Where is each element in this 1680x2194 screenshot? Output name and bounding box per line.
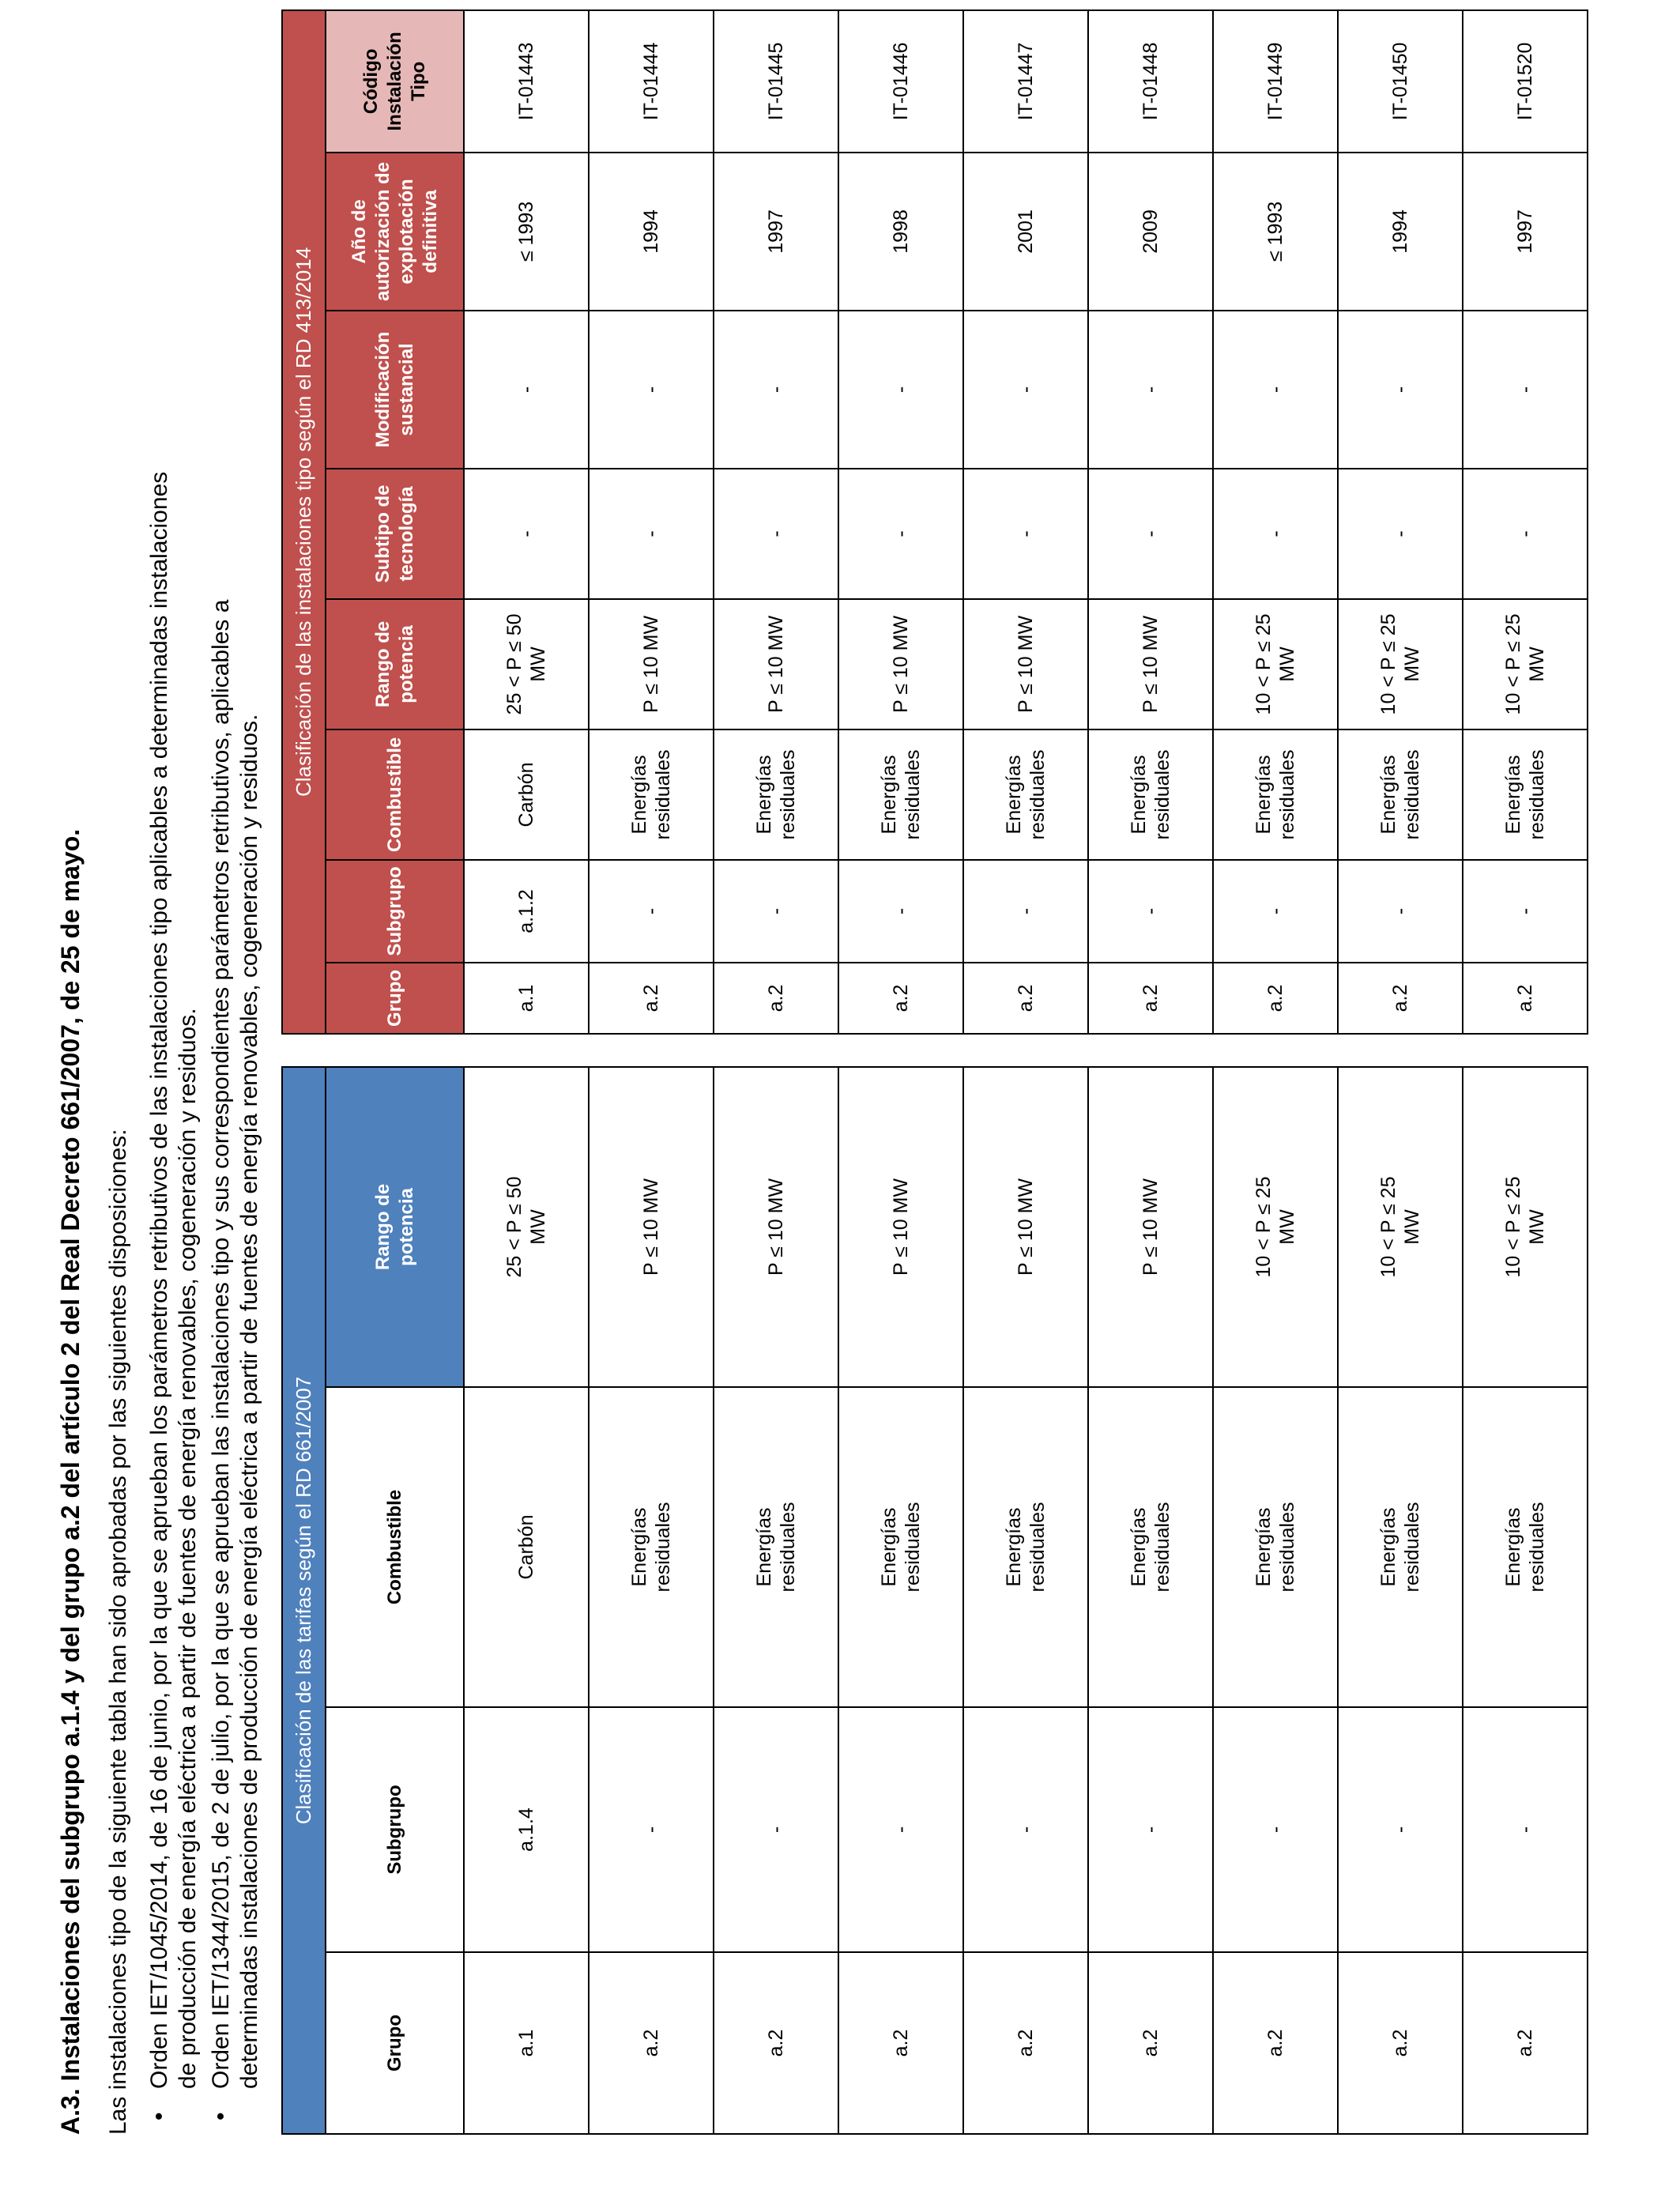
table-cell: - bbox=[1463, 311, 1588, 469]
table-cell: P ≤ 10 MW bbox=[963, 1067, 1088, 1387]
table-cell: - bbox=[1338, 860, 1463, 963]
table-cell: a.1 bbox=[464, 1952, 589, 2134]
table-row bbox=[464, 1067, 589, 2134]
table-cell: 1994 bbox=[1338, 153, 1463, 311]
table-cell: a.2 bbox=[1463, 963, 1588, 1034]
table-cell: IT-01443 bbox=[464, 10, 589, 153]
column-header-row bbox=[326, 1067, 464, 2134]
column-header-grupo: Grupo bbox=[326, 1952, 464, 2134]
table-cell: - bbox=[714, 1707, 838, 1952]
table-cell: - bbox=[963, 469, 1088, 599]
table-cell: 10 < P ≤ 25 MW bbox=[1463, 1067, 1588, 1387]
table-cell: P ≤ 10 MW bbox=[589, 599, 714, 729]
table-cell: - bbox=[1463, 1707, 1588, 1952]
table-row bbox=[838, 10, 963, 1034]
table-row bbox=[714, 1067, 838, 2134]
table-cell: - bbox=[714, 469, 838, 599]
table-cell: - bbox=[1088, 1707, 1213, 1952]
rd661-tariff-table bbox=[281, 1066, 1588, 2135]
table-row bbox=[589, 10, 714, 1034]
table-row bbox=[1338, 1067, 1463, 2134]
bullet-list bbox=[145, 13, 264, 2135]
table-cell: - bbox=[1088, 469, 1213, 599]
table-cell: a.2 bbox=[589, 1952, 714, 2134]
table-row bbox=[1088, 1067, 1213, 2134]
table-cell: a.2 bbox=[963, 963, 1088, 1034]
table-cell: P ≤ 10 MW bbox=[589, 1067, 714, 1387]
table-cell: 25 < P ≤ 50 MW bbox=[464, 599, 589, 729]
column-header-rango-de-potencia: Rango de potencia bbox=[326, 599, 464, 729]
table-cell: - bbox=[963, 311, 1088, 469]
table-cell: 1998 bbox=[838, 153, 963, 311]
table-cell: - bbox=[714, 860, 838, 963]
table-cell: - bbox=[1338, 1707, 1463, 1952]
table-cell: 2001 bbox=[963, 153, 1088, 311]
table-cell: Energías residuales bbox=[963, 1387, 1088, 1707]
table-cell: 1997 bbox=[714, 153, 838, 311]
table-cell: a.2 bbox=[838, 963, 963, 1034]
table-cell: - bbox=[1088, 860, 1213, 963]
table-cell: P ≤ 10 MW bbox=[714, 1067, 838, 1387]
table-cell: - bbox=[838, 469, 963, 599]
bullet-icon: • bbox=[146, 2112, 172, 2120]
table-cell: IT-01520 bbox=[1463, 10, 1588, 153]
table-cell: - bbox=[963, 1707, 1088, 1952]
table-cell: - bbox=[1213, 1707, 1338, 1952]
table-cell: Energías residuales bbox=[589, 729, 714, 860]
table-row bbox=[1088, 10, 1213, 1034]
table-cell: a.2 bbox=[1213, 1952, 1338, 2134]
table-cell: - bbox=[589, 469, 714, 599]
table-cell: - bbox=[464, 311, 589, 469]
table-row bbox=[963, 1067, 1088, 2134]
bullet-text: Orden IET/1344/2015, de 2 de julio, por la que se aprueban las instalaciones tipo y sus correspondientes parámetros retributivos, aplicables a determinadas instalaciones de producción de energía eléctrica a partir de fuentes de energía renovables, cogeneración y residuos. bbox=[208, 599, 262, 2089]
table-cell: 25 < P ≤ 50 MW bbox=[464, 1067, 589, 1387]
table-title: Clasificación de las instalaciones tipo según el RD 413/2014 bbox=[282, 10, 326, 1034]
table-cell: IT-01450 bbox=[1338, 10, 1463, 153]
table-cell: a.2 bbox=[838, 1952, 963, 2134]
table-cell: - bbox=[838, 311, 963, 469]
list-item bbox=[207, 13, 264, 2135]
table-row bbox=[714, 10, 838, 1034]
table-cell: - bbox=[838, 1707, 963, 1952]
table-title-row bbox=[282, 10, 326, 1034]
list-item bbox=[145, 13, 202, 2135]
table-cell: Energías residuales bbox=[838, 1387, 963, 1707]
column-header-rango-de-potencia: Rango de potencia bbox=[326, 1067, 464, 1387]
table-cell: - bbox=[1463, 860, 1588, 963]
table-cell: Energías residuales bbox=[1088, 1387, 1213, 1707]
table-row bbox=[1213, 10, 1338, 1034]
table-row bbox=[1338, 10, 1463, 1034]
table-cell: Energías residuales bbox=[714, 729, 838, 860]
table-cell: Carbón bbox=[464, 729, 589, 860]
tables-container bbox=[281, 13, 1588, 2135]
bullet-text: Orden IET/1045/2014, de 16 de junio, por la que se aprueban los parámetros retributivos de las instalaciones tipo aplicables a determinadas instalaciones de producción de energía eléctrica a partir de fuentes de energía renovables, cogeneración y residuos. bbox=[146, 471, 201, 2089]
table-cell: P ≤ 10 MW bbox=[838, 1067, 963, 1387]
table-cell: IT-01448 bbox=[1088, 10, 1213, 153]
column-header-combustible: Combustible bbox=[326, 1387, 464, 1707]
table-cell: P ≤ 10 MW bbox=[963, 599, 1088, 729]
table-cell: P ≤ 10 MW bbox=[838, 599, 963, 729]
table-row bbox=[464, 10, 589, 1034]
column-header-codigo-instalacion-tipo: Código Instalación Tipo bbox=[326, 10, 464, 153]
table-cell: Energías residuales bbox=[589, 1387, 714, 1707]
table-cell: - bbox=[1338, 469, 1463, 599]
table-cell: 1994 bbox=[589, 153, 714, 311]
table-cell: a.2 bbox=[714, 1952, 838, 2134]
table-cell: ≤ 1993 bbox=[464, 153, 589, 311]
table-cell: IT-01445 bbox=[714, 10, 838, 153]
column-header-subgrupo: Subgrupo bbox=[326, 860, 464, 963]
table-cell: IT-01449 bbox=[1213, 10, 1338, 153]
column-header-subtipo-tecnologia: Subtipo de tecnología bbox=[326, 469, 464, 599]
table-body bbox=[464, 1067, 1588, 2134]
table-cell: 1997 bbox=[1463, 153, 1588, 311]
table-cell: - bbox=[1463, 469, 1588, 599]
table-cell: a.2 bbox=[963, 1952, 1088, 2134]
table-cell: - bbox=[714, 311, 838, 469]
table-cell: IT-01446 bbox=[838, 10, 963, 153]
table-cell: a.2 bbox=[589, 963, 714, 1034]
table-cell: 10 < P ≤ 25 MW bbox=[1463, 599, 1588, 729]
table-cell: a.1.4 bbox=[464, 1707, 589, 1952]
table-cell: Energías residuales bbox=[1338, 729, 1463, 860]
table-cell: ≤ 1993 bbox=[1213, 153, 1338, 311]
table-row bbox=[1213, 1067, 1338, 2134]
rd413-installation-type-table bbox=[281, 9, 1588, 1035]
table-cell: 2009 bbox=[1088, 153, 1213, 311]
table-title: Clasificación de las tarifas según el RD 661/2007 bbox=[282, 1067, 326, 2134]
column-header-modificacion-sustancial: Modificación sustancial bbox=[326, 311, 464, 469]
table-cell: P ≤ 10 MW bbox=[1088, 1067, 1213, 1387]
table-cell: Energías residuales bbox=[1338, 1387, 1463, 1707]
table-cell: IT-01447 bbox=[963, 10, 1088, 153]
table-title-row bbox=[282, 1067, 326, 2134]
table-cell: - bbox=[589, 1707, 714, 1952]
table-cell: a.2 bbox=[1463, 1952, 1588, 2134]
table-row bbox=[838, 1067, 963, 2134]
table-cell: a.2 bbox=[1338, 1952, 1463, 2134]
table-cell: a.2 bbox=[1338, 963, 1463, 1034]
table-cell: Carbón bbox=[464, 1387, 589, 1707]
table-cell: - bbox=[963, 860, 1088, 963]
table-cell: Energías residuales bbox=[1213, 1387, 1338, 1707]
table-cell: - bbox=[1213, 860, 1338, 963]
table-cell: - bbox=[589, 311, 714, 469]
table-cell: Energías residuales bbox=[714, 1387, 838, 1707]
table-cell: 10 < P ≤ 25 MW bbox=[1338, 599, 1463, 729]
table-cell: 10 < P ≤ 25 MW bbox=[1213, 1067, 1338, 1387]
table-cell: IT-01444 bbox=[589, 10, 714, 153]
table-cell: Energías residuales bbox=[963, 729, 1088, 860]
table-cell: - bbox=[1338, 311, 1463, 469]
table-cell: - bbox=[464, 469, 589, 599]
table-cell: Energías residuales bbox=[1213, 729, 1338, 860]
table-cell: a.1.2 bbox=[464, 860, 589, 963]
table-cell: P ≤ 10 MW bbox=[714, 599, 838, 729]
table-row bbox=[1463, 1067, 1588, 2134]
table-cell: a.2 bbox=[714, 963, 838, 1034]
column-header-ano-autorizacion: Año de autorización de explotación definitiva bbox=[326, 153, 464, 311]
table-cell: a.1 bbox=[464, 963, 589, 1034]
table-cell: a.2 bbox=[1088, 963, 1213, 1034]
table-cell: - bbox=[1213, 469, 1338, 599]
table-cell: Energías residuales bbox=[1463, 729, 1588, 860]
column-header-row bbox=[326, 10, 464, 1034]
page-title: A.3. Instalaciones del subgrupo a.1.4 y del grupo a.2 del artículo 2 del Real Decreto 661/2007, de 25 de mayo. bbox=[56, 828, 85, 2135]
table-row bbox=[963, 10, 1088, 1034]
table-cell: P ≤ 10 MW bbox=[1088, 599, 1213, 729]
table-cell: - bbox=[1088, 311, 1213, 469]
column-header-subgrupo: Subgrupo bbox=[326, 1707, 464, 1952]
table-cell: 10 < P ≤ 25 MW bbox=[1338, 1067, 1463, 1387]
table-cell: - bbox=[589, 860, 714, 963]
table-cell: Energías residuales bbox=[1088, 729, 1213, 860]
table-body bbox=[464, 10, 1588, 1034]
table-cell: - bbox=[838, 860, 963, 963]
column-header-combustible: Combustible bbox=[326, 729, 464, 860]
table-cell: - bbox=[1213, 311, 1338, 469]
table-cell: Energías residuales bbox=[838, 729, 963, 860]
column-header-grupo: Grupo bbox=[326, 963, 464, 1034]
table-row bbox=[1463, 10, 1588, 1034]
table-cell: a.2 bbox=[1088, 1952, 1213, 2134]
table-cell: 10 < P ≤ 25 MW bbox=[1213, 599, 1338, 729]
intro-paragraph: Las instalaciones tipo de la siguiente tabla han sido aprobadas por las siguientes disposiciones: bbox=[105, 1129, 131, 2135]
table-row bbox=[589, 1067, 714, 2134]
table-cell: Energías residuales bbox=[1463, 1387, 1588, 1707]
table-cell: a.2 bbox=[1213, 963, 1338, 1034]
bullet-icon: • bbox=[208, 2112, 234, 2120]
